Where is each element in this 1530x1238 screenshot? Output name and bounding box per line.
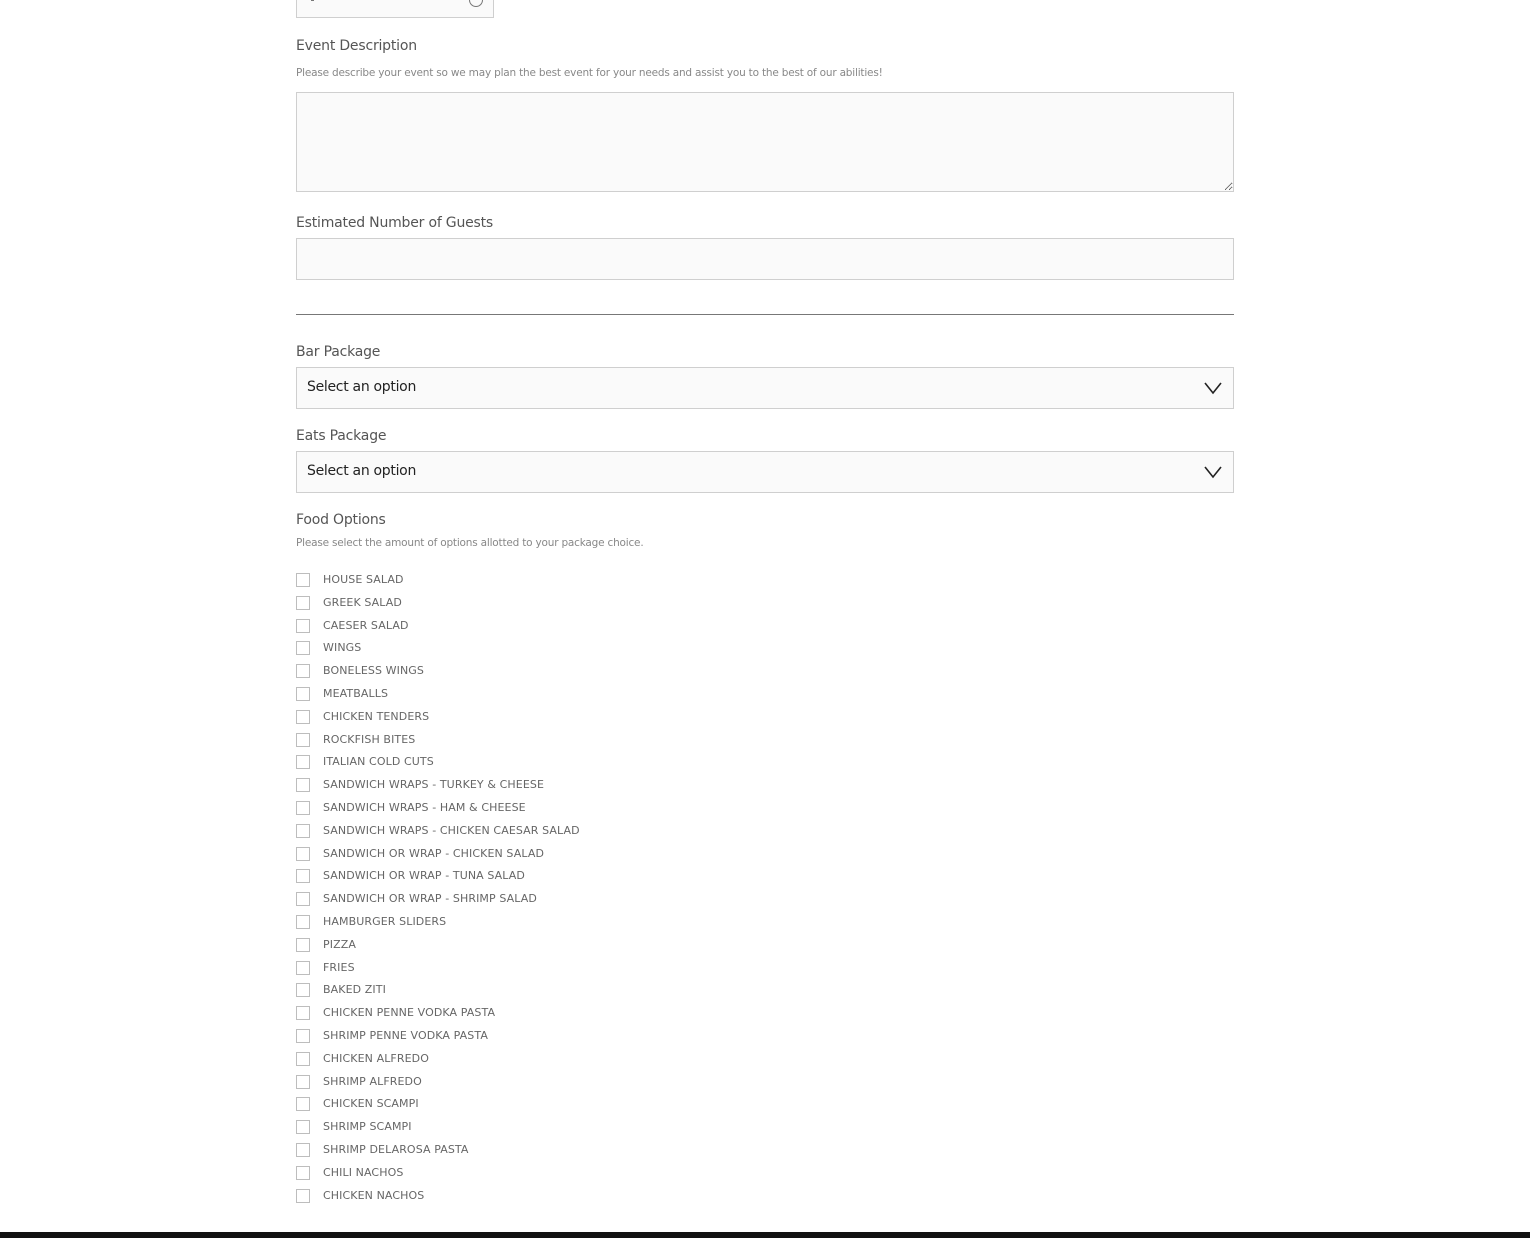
- food-option-label: CHILI NACHOS: [323, 1165, 404, 1179]
- food-option-label: HAMBURGER SLIDERS: [323, 915, 447, 928]
- food-option-checkbox[interactable]: [296, 664, 310, 678]
- food-option-label: CHICKEN SCAMPI: [323, 1097, 419, 1111]
- food-option-checkbox[interactable]: [296, 961, 310, 975]
- footer-bar: [0, 1232, 1530, 1238]
- food-option-item[interactable]: [296, 958, 796, 980]
- food-option-checkbox[interactable]: [296, 1166, 310, 1180]
- food-option-checkbox[interactable]: [296, 1120, 310, 1134]
- food-options-label: Food Options: [296, 512, 386, 528]
- food-option-item[interactable]: [296, 912, 796, 934]
- food-option-item[interactable]: [296, 752, 796, 774]
- food-option-checkbox[interactable]: [296, 1006, 310, 1020]
- food-option-label: ITALIAN COLD CUTS: [323, 755, 434, 769]
- food-option-label: WINGS: [323, 641, 362, 655]
- food-option-item[interactable]: [296, 1094, 796, 1116]
- food-option-label: CAESER SALAD: [323, 618, 409, 632]
- food-option-item[interactable]: [296, 661, 796, 683]
- food-option-label: SHRIMP SCAMPI: [323, 1120, 412, 1134]
- food-option-item[interactable]: [296, 593, 796, 615]
- food-option-item[interactable]: [296, 980, 796, 1002]
- food-option-item[interactable]: [296, 775, 796, 797]
- food-option-item[interactable]: [296, 1072, 796, 1094]
- food-option-item[interactable]: [296, 821, 796, 843]
- food-option-label: CHICKEN PENNE VODKA PASTA: [323, 1006, 496, 1020]
- food-option-checkbox[interactable]: [296, 619, 310, 633]
- food-option-checkbox[interactable]: [296, 983, 310, 997]
- food-option-item[interactable]: [296, 1117, 796, 1139]
- guests-label: Estimated Number of Guests: [296, 215, 494, 231]
- food-option-label: SANDWICH OR WRAP - TUNA SALAD: [323, 869, 525, 883]
- food-option-checkbox[interactable]: [296, 1052, 310, 1066]
- food-option-checkbox[interactable]: [296, 938, 310, 952]
- food-option-checkbox[interactable]: [296, 892, 310, 906]
- food-option-label: MEATBALLS: [323, 687, 389, 700]
- eats-package-selected: Select an option: [307, 463, 417, 479]
- event-time-input[interactable]: [296, 0, 494, 18]
- food-option-label: SHRIMP DELAROSA PASTA: [323, 1143, 469, 1156]
- event-description-textarea[interactable]: [296, 92, 1234, 192]
- food-option-checkbox[interactable]: [296, 869, 310, 883]
- food-option-label: BAKED ZITI: [323, 983, 386, 997]
- food-option-item[interactable]: [296, 1026, 796, 1048]
- food-option-item[interactable]: [296, 684, 796, 706]
- food-option-checkbox[interactable]: [296, 710, 310, 724]
- section-divider: [296, 314, 1234, 315]
- chevron-down-icon: [1203, 379, 1223, 397]
- food-option-item[interactable]: [296, 844, 796, 866]
- chevron-down-icon: [1203, 463, 1223, 481]
- food-option-checkbox[interactable]: [296, 778, 310, 792]
- food-option-label: BONELESS WINGS: [323, 664, 424, 678]
- food-option-checkbox[interactable]: [296, 1029, 310, 1043]
- food-option-label: GREEK SALAD: [323, 595, 402, 609]
- food-option-label: CHICKEN NACHOS: [323, 1188, 425, 1202]
- eats-package-label: Eats Package: [296, 428, 387, 444]
- food-options-hint: Please select the amount of options allotted to your package choice.: [296, 537, 644, 549]
- food-option-item[interactable]: [296, 1003, 796, 1025]
- time-text-fragment: [311, 0, 314, 1]
- food-option-item[interactable]: [296, 889, 796, 911]
- food-option-label: ROCKFISH BITES: [323, 732, 416, 746]
- food-option-item[interactable]: [296, 935, 796, 957]
- food-option-checkbox[interactable]: [296, 733, 310, 747]
- food-option-item[interactable]: [296, 1163, 796, 1185]
- food-option-label: CHICKEN ALFREDO: [323, 1051, 429, 1065]
- food-option-checkbox[interactable]: [296, 641, 310, 655]
- food-option-checkbox[interactable]: [296, 915, 310, 929]
- food-option-item[interactable]: [296, 798, 796, 820]
- food-option-checkbox[interactable]: [296, 755, 310, 769]
- food-option-item[interactable]: [296, 866, 796, 888]
- food-option-label: CHICKEN TENDERS: [323, 709, 430, 723]
- food-option-label: SHRIMP PENNE VODKA PASTA: [323, 1029, 488, 1042]
- food-option-label: SANDWICH OR WRAP - CHICKEN SALAD: [323, 846, 545, 860]
- bar-package-select[interactable]: [296, 367, 1234, 409]
- food-option-checkbox[interactable]: [296, 687, 310, 701]
- food-option-label: HOUSE SALAD: [323, 573, 404, 586]
- food-option-checkbox[interactable]: [296, 596, 310, 610]
- food-option-item[interactable]: [296, 730, 796, 752]
- food-option-label: PIZZA: [323, 937, 356, 951]
- food-option-item[interactable]: [296, 616, 796, 638]
- food-option-checkbox[interactable]: [296, 1143, 310, 1157]
- food-option-checkbox[interactable]: [296, 824, 310, 838]
- food-option-label: SANDWICH WRAPS - TURKEY & CHEESE: [323, 778, 545, 792]
- food-option-checkbox[interactable]: [296, 573, 310, 587]
- food-option-checkbox[interactable]: [296, 801, 310, 815]
- food-option-item[interactable]: [296, 707, 796, 729]
- food-option-item[interactable]: [296, 638, 796, 660]
- food-option-label: SHRIMP ALFREDO: [323, 1074, 422, 1088]
- bar-package-selected: Select an option: [307, 379, 417, 395]
- food-option-checkbox[interactable]: [296, 847, 310, 861]
- food-option-item[interactable]: [296, 1140, 796, 1162]
- food-option-item[interactable]: [296, 570, 796, 592]
- guests-input[interactable]: [296, 238, 1234, 280]
- food-option-checkbox[interactable]: [296, 1189, 310, 1203]
- event-description-hint: Please describe your event so we may plan the best event for your needs and assist you to the best of our abilities!: [296, 67, 883, 79]
- eats-package-select[interactable]: [296, 451, 1234, 493]
- food-option-checkbox[interactable]: [296, 1075, 310, 1089]
- food-option-label: FRIES: [323, 960, 355, 974]
- bar-package-label: Bar Package: [296, 344, 381, 360]
- clock-icon[interactable]: [469, 0, 483, 7]
- event-description-label: Event Description: [296, 38, 417, 54]
- food-option-label: SANDWICH WRAPS - CHICKEN CAESAR SALAD: [323, 823, 580, 837]
- food-option-label: SANDWICH WRAPS - HAM & CHEESE: [323, 801, 526, 814]
- food-option-checkbox[interactable]: [296, 1097, 310, 1111]
- food-option-label: SANDWICH OR WRAP - SHRIMP SALAD: [323, 892, 537, 906]
- food-option-item[interactable]: [296, 1049, 796, 1071]
- food-option-item[interactable]: [296, 1186, 796, 1208]
